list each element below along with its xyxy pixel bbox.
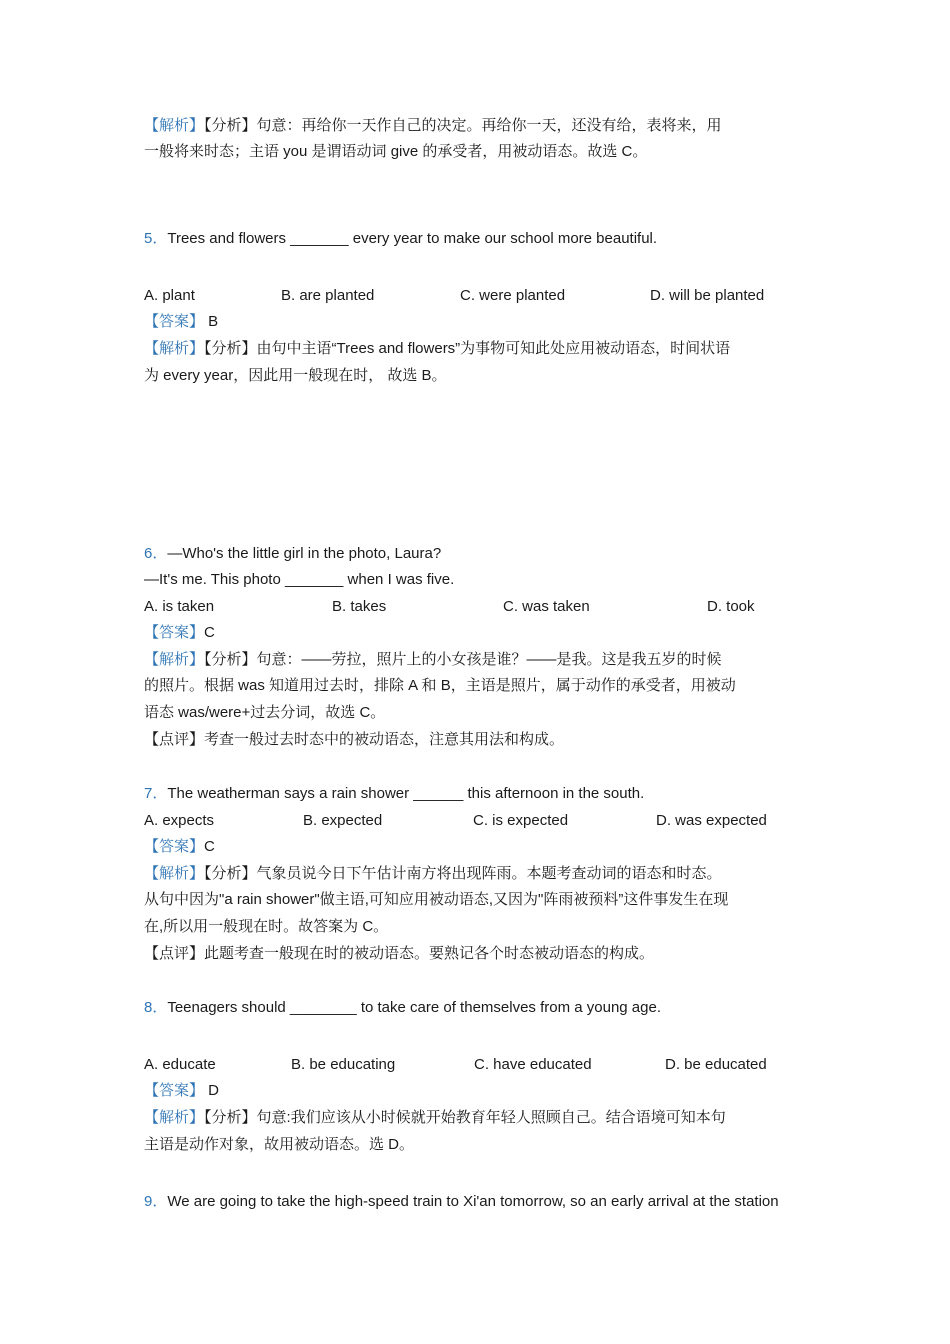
q8-analysis-text-1: 句意:我们应该从小时候就开始教育年轻人照顾自己。结合语境可知本句 bbox=[256, 1109, 726, 1126]
q6-analysis-text-1: 句意：——劳拉，照片上的小女孩是谁？——是我。这是我五岁的时候 bbox=[256, 651, 722, 668]
analysis-tag: 【解析】 bbox=[144, 1109, 205, 1126]
q8-number: 8． bbox=[144, 999, 168, 1016]
q4-analysis-line-2: 一般将来时态；主语 you 是谓语动词 give 的承受者，用被动语态。故选 C。 bbox=[144, 143, 648, 160]
q8-stem-text: Teenagers should ________ to take care of themselves from a young age. bbox=[167, 999, 661, 1016]
q7-answer-value: C bbox=[204, 838, 215, 855]
q9-stem-text-1: We are going to take the high-speed train to Xi'an tomorrow, so an early arrival at the station bbox=[167, 1193, 779, 1210]
q6-stem-text-1: —Who's the little girl in the photo, Laura? bbox=[167, 545, 442, 562]
q9-stem-line-1 bbox=[144, 1192, 808, 1212]
q6-analysis-line-1 bbox=[144, 650, 808, 670]
q7-stem-text: The weatherman says a rain shower ______ this afternoon in the south. bbox=[167, 785, 645, 802]
analysis-tag: 【解析】 bbox=[144, 865, 205, 882]
q7-option-d: D. was expected bbox=[656, 812, 767, 829]
q6-stem-line-2: —It's me. This photo _______ when I was five. bbox=[144, 571, 455, 588]
q5-option-a: A. plant bbox=[144, 287, 195, 304]
q8-answer-value: D bbox=[204, 1082, 220, 1099]
q7-option-c: C. is expected bbox=[473, 812, 569, 829]
comment-tag: 【点评】 bbox=[144, 945, 205, 962]
q7-comment-text: 此题考查一般现在时的被动语态。要熟记各个时态被动语态的构成。 bbox=[204, 945, 655, 962]
q8-answer bbox=[144, 1081, 808, 1101]
q5-stem-text: Trees and flowers _______ every year to make our school more beautiful. bbox=[167, 230, 658, 247]
q8-option-a: A. educate bbox=[144, 1056, 216, 1073]
comment-tag: 【点评】 bbox=[144, 731, 205, 748]
q6-analysis-line-2: 的照片。根据 was 知道用过去时，排除 A 和 B，主语是照片，属于动作的承受者，用被动 bbox=[144, 677, 736, 694]
q7-comment bbox=[144, 944, 808, 964]
q5-answer-value: B bbox=[204, 313, 219, 330]
q6-answer bbox=[144, 623, 808, 643]
q7-option-b: B. expected bbox=[303, 812, 383, 829]
analysis-subtag: 【分析】 bbox=[204, 340, 257, 357]
q5-option-b: B. are planted bbox=[281, 287, 375, 304]
analysis-subtag: 【分析】 bbox=[204, 865, 257, 882]
q7-analysis-line-2: 从句中因为"a rain shower"做主语,可知应用被动语态,又因为"阵雨被预料”这件事发生在现 bbox=[144, 891, 729, 908]
analysis-subtag: 【分析】 bbox=[204, 651, 257, 668]
q6-stem-line-1 bbox=[144, 544, 808, 564]
q9-number: 9． bbox=[144, 1193, 168, 1210]
analysis-subtag: 【分析】 bbox=[204, 1109, 257, 1126]
q6-option-a: A. is taken bbox=[144, 598, 215, 615]
q7-number: 7． bbox=[144, 785, 168, 802]
q7-analysis-line-1 bbox=[144, 864, 808, 884]
q6-comment bbox=[144, 730, 808, 750]
q5-option-d: D. will be planted bbox=[650, 287, 765, 304]
q5-answer bbox=[144, 312, 808, 332]
q7-option-a: A. expects bbox=[144, 812, 215, 829]
q7-answer bbox=[144, 837, 808, 857]
q6-option-c: C. was taken bbox=[503, 598, 590, 615]
answer-tag: 【答案】 bbox=[144, 838, 205, 855]
answer-tag: 【答案】 bbox=[144, 624, 205, 641]
q5-stem bbox=[144, 229, 808, 249]
analysis-subtag: 【分析】 bbox=[204, 117, 257, 134]
q6-analysis-line-3: 语态 was/were+过去分词，故选 C。 bbox=[144, 704, 386, 721]
q5-option-c: C. were planted bbox=[460, 287, 566, 304]
q4-analysis-line-1 bbox=[144, 116, 808, 136]
q7-analysis-text-1: 气象员说今日下午估计南方将出现阵雨。本题考查动词的语态和时态。 bbox=[256, 865, 722, 882]
answer-tag: 【答案】 bbox=[144, 1082, 205, 1099]
q6-option-d: D. took bbox=[707, 598, 755, 615]
q8-option-d: D. be educated bbox=[665, 1056, 767, 1073]
analysis-tag: 【解析】 bbox=[144, 651, 205, 668]
q8-analysis-line-2: 主语是动作对象，故用被动语态。选 D。 bbox=[144, 1136, 415, 1153]
q8-option-b: B. be educating bbox=[291, 1056, 396, 1073]
q8-stem bbox=[144, 998, 808, 1018]
q5-analysis-line-1 bbox=[144, 339, 808, 359]
q7-analysis-line-3: 在,所以用一般现在时。故答案为 C。 bbox=[144, 918, 389, 935]
answer-tag: 【答案】 bbox=[144, 313, 205, 330]
q6-number: 6． bbox=[144, 545, 168, 562]
q4-analysis-text-1: 句意：再给你一天作自己的决定。再给你一天，还没有给，表将来，用 bbox=[256, 117, 722, 134]
q6-option-b: B. takes bbox=[332, 598, 387, 615]
q5-analysis-line-2: 为 every year，因此用一般现在时， 故选 B。 bbox=[144, 367, 447, 384]
q5-analysis-text-1: 由句中主语“Trees and flowers”为事物可知此处应用被动语态，时间状语 bbox=[256, 340, 731, 357]
q5-number: 5． bbox=[144, 230, 168, 247]
q6-comment-text: 考查一般过去时态中的被动语态，注意其用法和构成。 bbox=[204, 731, 565, 748]
q8-analysis-line-1 bbox=[144, 1108, 808, 1128]
q8-option-c: C. have educated bbox=[474, 1056, 592, 1073]
q6-answer-value: C bbox=[204, 624, 215, 641]
analysis-tag: 【解析】 bbox=[144, 340, 205, 357]
q7-stem bbox=[144, 784, 808, 804]
analysis-tag: 【解析】 bbox=[144, 117, 205, 134]
